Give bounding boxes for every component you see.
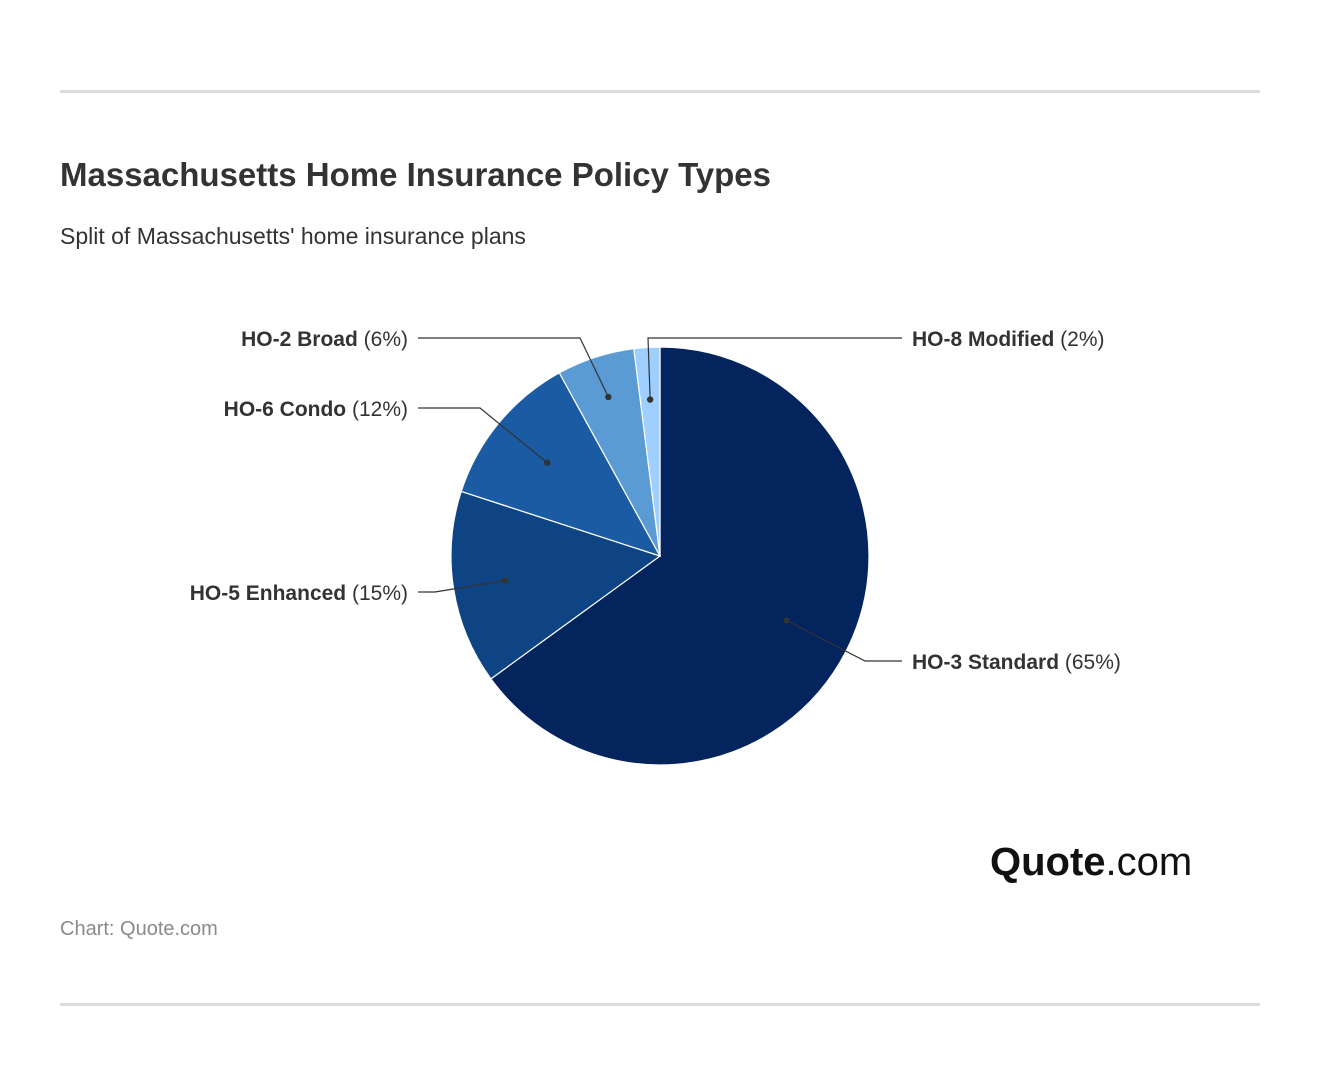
chart-subtitle: Split of Massachusetts' home insurance plans (60, 223, 526, 249)
slice-label-percent: (15%) (346, 582, 408, 605)
callout-dot (544, 460, 550, 466)
slice-label-name: HO-8 Modified (912, 328, 1055, 351)
logo-suffix: .com (1105, 840, 1193, 884)
slice-label-name: HO-6 Condo (223, 398, 347, 421)
chart-source: Chart: Quote.com (60, 918, 218, 940)
quote-logo (990, 840, 1192, 885)
bottom-divider (60, 1003, 1260, 1006)
slice-label-name: HO-3 Standard (912, 651, 1060, 674)
slice-label-percent: (6%) (357, 328, 408, 351)
pie-slices (451, 347, 869, 765)
slice-label-name: HO-5 Enhanced (189, 582, 347, 605)
slice-label (241, 328, 408, 351)
callout-dot (783, 617, 789, 623)
slice-label (912, 651, 1121, 674)
slice-label-percent: (12%) (346, 398, 408, 421)
slice-label (224, 398, 408, 421)
callout-dot (502, 577, 508, 583)
logo-brand: Quote (990, 840, 1106, 884)
slice-label (190, 582, 408, 605)
chart-title: Massachusetts Home Insurance Policy Types (60, 156, 771, 193)
slice-label (912, 328, 1105, 351)
slice-label-percent: (65%) (1059, 651, 1121, 674)
callout-dot (605, 394, 611, 400)
slice-label-percent: (2%) (1054, 328, 1105, 351)
slice-label-name: HO-2 Broad (241, 328, 358, 351)
callout-dot (647, 396, 653, 402)
